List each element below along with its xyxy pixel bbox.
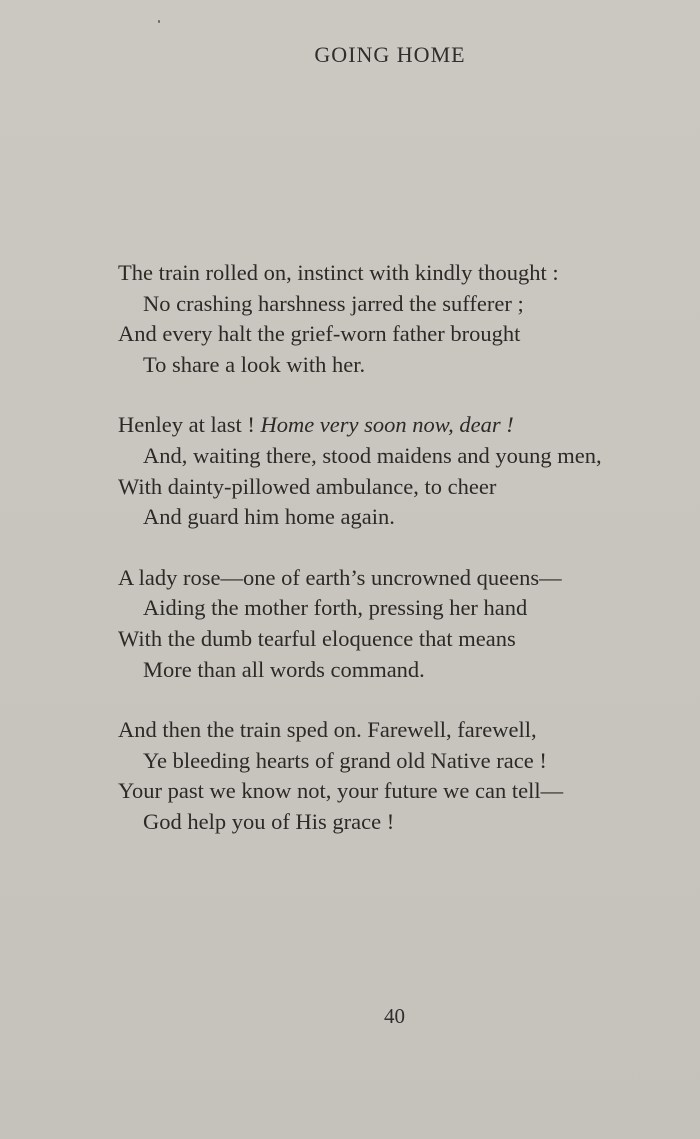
poem-line: A lady rose—one of earth’s uncrowned queens—	[118, 564, 562, 590]
poem-line: With dainty-pillowed ambulance, to cheer	[118, 473, 497, 499]
poem-line: More than all words command.	[143, 656, 425, 682]
poem-line: And, waiting there, stood maidens and young men,	[143, 442, 602, 468]
poem-line-roman: Henley at last !	[118, 412, 261, 438]
poem-line: Ye bleeding hearts of grand old Native race !	[143, 747, 547, 773]
stanza-2	[118, 410, 688, 532]
poem-line-italic: Home very soon now, dear !	[260, 412, 514, 438]
paper-speck	[158, 20, 160, 23]
poem-line: And guard him home again.	[143, 504, 395, 530]
poem-line: Your past we know not, your future we can tell—	[118, 778, 564, 804]
poem-line: God help you of His grace !	[143, 808, 395, 834]
page-number: 40	[384, 1004, 405, 1028]
poem-line: The train rolled on, instinct with kindly thought :	[118, 260, 559, 285]
stanza-3	[118, 563, 688, 685]
poem-line: Aiding the mother forth, pressing her hand	[143, 595, 528, 621]
poem-line: And every halt the grief-worn father brought	[118, 321, 521, 347]
poem-line: To share a look with her.	[143, 351, 366, 377]
poem-line: With the dumb tearful eloquence that means	[118, 625, 516, 651]
poem-line: No crashing harshness jarred the sufferer ;	[143, 290, 524, 316]
stanza-4	[118, 715, 688, 837]
running-head: GOING HOME	[314, 42, 466, 67]
stanza-1	[118, 258, 688, 380]
poem-line: And then the train sped on. Farewell, farewell,	[118, 717, 537, 743]
poem	[118, 258, 688, 868]
poem-line	[118, 410, 688, 441]
